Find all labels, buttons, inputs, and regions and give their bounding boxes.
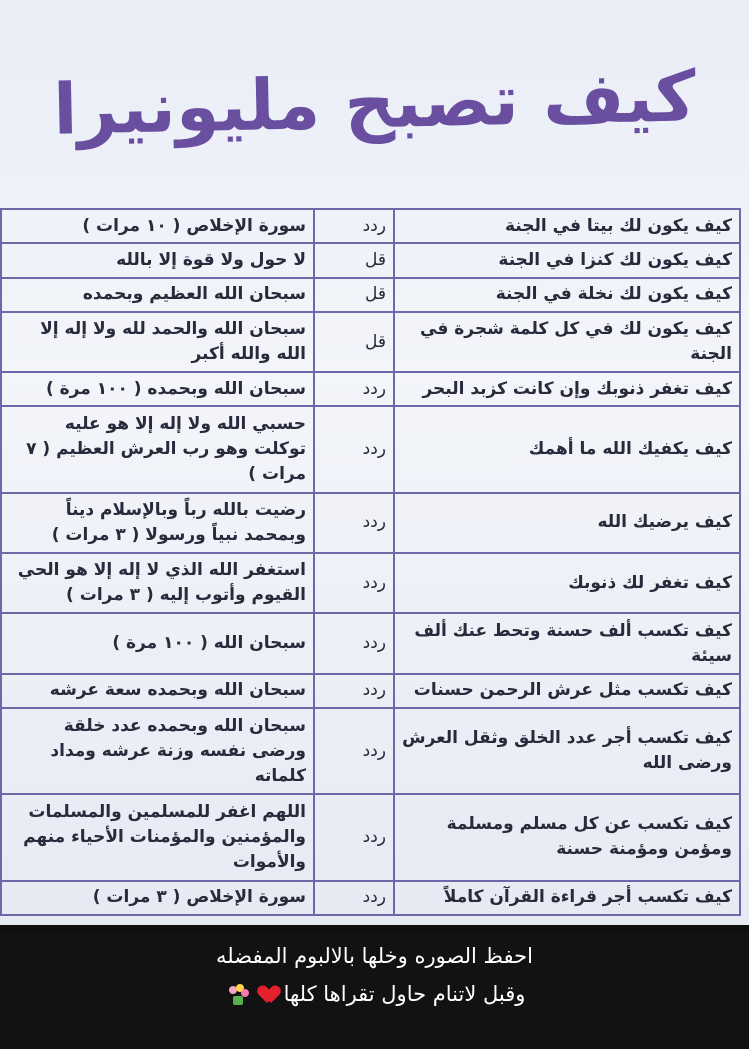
dhikr-cell: حسبي الله ولا إله إلا هو عليه توكلت وهو رب العرش العظيم ( ٧ مرات ) bbox=[1, 406, 314, 492]
how-cell: كيف تكسب مثل عرش الرحمن حسنات bbox=[394, 674, 740, 708]
dhikr-table bbox=[0, 208, 741, 916]
action-cell: قل bbox=[314, 312, 394, 372]
how-cell: كيف تكسب عن كل مسلم ومسلمة ومؤمن ومؤمنة حسنة bbox=[394, 794, 740, 880]
dhikr-cell: سبحان الله وبحمده ( ١٠٠ مرة ) bbox=[1, 372, 314, 406]
table-row bbox=[1, 708, 740, 794]
heart-icon bbox=[260, 986, 278, 1004]
table-row bbox=[1, 674, 740, 708]
how-cell: كيف تغفر ذنوبك وإن كانت كزبد البحر bbox=[394, 372, 740, 406]
how-cell: كيف يكون لك بيتا في الجنة bbox=[394, 209, 740, 243]
how-cell: كيف تكسب أجر عدد الخلق وثقل العرش ورضى الله bbox=[394, 708, 740, 794]
dhikr-cell: سبحان الله والحمد لله ولا إله إلا الله والله أكبر bbox=[1, 312, 314, 372]
table-row bbox=[1, 493, 740, 553]
action-cell: ردد bbox=[314, 674, 394, 708]
action-cell: ردد bbox=[314, 613, 394, 673]
dhikr-cell: سورة الإخلاص ( ٣ مرات ) bbox=[1, 881, 314, 915]
action-cell: ردد bbox=[314, 881, 394, 915]
table-row bbox=[1, 372, 740, 406]
action-cell: ردد bbox=[314, 493, 394, 553]
table-row bbox=[1, 553, 740, 613]
action-cell: ردد bbox=[314, 553, 394, 613]
action-cell: ردد bbox=[314, 372, 394, 406]
table-row bbox=[1, 406, 740, 492]
action-cell: ردد bbox=[314, 708, 394, 794]
dhikr-cell: لا حول ولا قوة إلا بالله bbox=[1, 243, 314, 277]
table-row bbox=[1, 312, 740, 372]
how-cell: كيف تكسب أجر قراءة القرآن كاملاً bbox=[394, 881, 740, 915]
dhikr-cell: اللهم اغفر للمسلمين والمسلمات والمؤمنين والمؤمنات الأحياء منهم والأموات bbox=[1, 794, 314, 880]
how-cell: كيف تغفر لك ذنوبك bbox=[394, 553, 740, 613]
caption-line-2-text: وقبل لاتنام حاول تقراها كلها bbox=[283, 982, 526, 1006]
table-row bbox=[1, 278, 740, 312]
dhikr-cell: سبحان الله ( ١٠٠ مرة ) bbox=[1, 613, 314, 673]
table-row bbox=[1, 881, 740, 915]
dhikr-cell: سبحان الله العظيم وبحمده bbox=[1, 278, 314, 312]
caption-line-2 bbox=[0, 976, 749, 1012]
dhikr-cell: سورة الإخلاص ( ١٠ مرات ) bbox=[1, 209, 314, 243]
action-cell: ردد bbox=[314, 209, 394, 243]
how-cell: كيف يكون لك كنزا في الجنة bbox=[394, 243, 740, 277]
dhikr-cell: استغفر الله الذي لا إله إلا هو الحي القيوم وأتوب إليه ( ٣ مرات ) bbox=[1, 553, 314, 613]
dhikr-cell: رضيت بالله رباً وبالإسلام ديناً وبمحمد نبياً ورسولا ( ٣ مرات ) bbox=[1, 493, 314, 553]
table-row bbox=[1, 243, 740, 277]
how-cell: كيف يكون لك نخلة في الجنة bbox=[394, 278, 740, 312]
dhikr-cell: سبحان الله وبحمده سعة عرشه bbox=[1, 674, 314, 708]
action-cell: ردد bbox=[314, 406, 394, 492]
how-cell: كيف تكسب ألف حسنة وتحط عنك ألف سيئة bbox=[394, 613, 740, 673]
caption-line-1: احفظ الصوره وخلها بالالبوم المفضله bbox=[216, 944, 533, 968]
dhikr-table-body bbox=[1, 209, 740, 915]
dhikr-cell: سبحان الله وبحمده عدد خلقة ورضى نفسه وزنة عرشه ومداد كلماته bbox=[1, 708, 314, 794]
action-cell: ردد bbox=[314, 794, 394, 880]
table-row bbox=[1, 794, 740, 880]
bouquet-icon bbox=[228, 984, 250, 1006]
page-title: كيف تصبح مليونيرا bbox=[52, 55, 697, 151]
action-cell: قل bbox=[314, 243, 394, 277]
table-row bbox=[1, 209, 740, 243]
how-cell: كيف يرضيك الله bbox=[394, 493, 740, 553]
how-cell: كيف يكفيك الله ما أهمك bbox=[394, 406, 740, 492]
how-cell: كيف يكون لك في كل كلمة شجرة في الجنة bbox=[394, 312, 740, 372]
table-row bbox=[1, 613, 740, 673]
action-cell: قل bbox=[314, 278, 394, 312]
